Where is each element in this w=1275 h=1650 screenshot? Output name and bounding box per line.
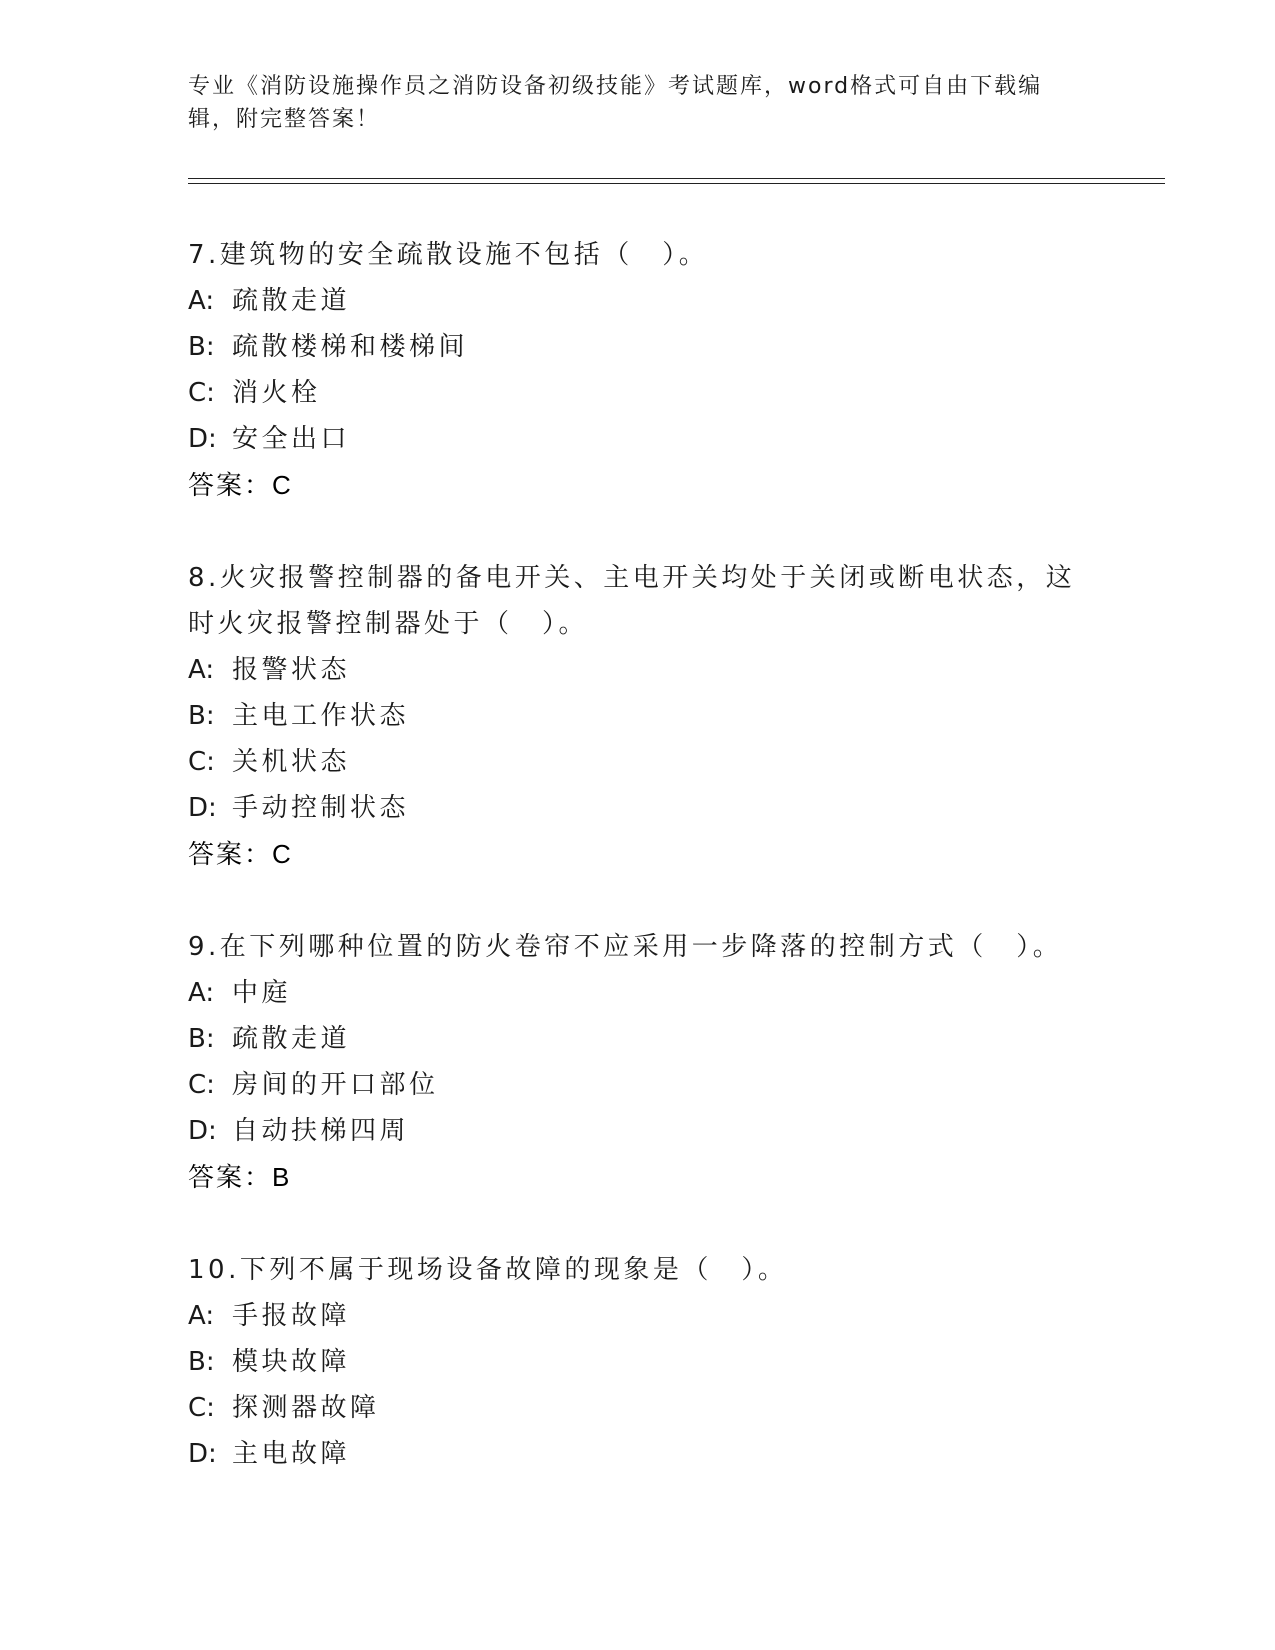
- answer: [188, 462, 1088, 508]
- answer-value: B: [272, 1162, 290, 1192]
- question-10: [188, 1247, 1088, 1477]
- option-b: [188, 324, 1088, 370]
- question-8: [188, 555, 1088, 877]
- option-text: 主电故障: [232, 1439, 351, 1469]
- option-key: A:: [188, 978, 215, 1008]
- answer: [188, 831, 1088, 877]
- option-text: 手动控制状态: [232, 793, 410, 823]
- question-stem: 10.下列不属于现场设备故障的现象是（ ）。: [188, 1255, 788, 1285]
- question-stem: 9.在下列哪种位置的防火卷帘不应采用一步降落的控制方式（ ）。: [188, 932, 1063, 962]
- header-divider-top: [188, 178, 1165, 179]
- option-key: B:: [188, 332, 215, 362]
- option-b: [188, 693, 1088, 739]
- option-b: [188, 1339, 1088, 1385]
- option-d: [188, 1108, 1088, 1154]
- answer-label: 答案：: [188, 471, 273, 501]
- option-text: 模块故障: [232, 1347, 351, 1377]
- option-d: [188, 785, 1088, 831]
- option-text: 手报故障: [232, 1301, 351, 1331]
- option-key: A:: [188, 1301, 215, 1331]
- option-text: 报警状态: [232, 655, 351, 685]
- option-a: [188, 278, 1088, 324]
- option-key: C:: [188, 747, 215, 777]
- answer-label: 答案：: [188, 1163, 273, 1193]
- answer-value: C: [272, 839, 291, 869]
- option-key: B:: [188, 701, 215, 731]
- option-text: 安全出口: [232, 424, 351, 454]
- option-key: C:: [188, 378, 215, 408]
- option-a: [188, 1293, 1088, 1339]
- option-text: 自动扶梯四周: [232, 1116, 410, 1146]
- question-stem: 8.火灾报警控制器的备电开关、主电开关均处于关闭或断电状态，这时火灾报警控制器处于（ ）。: [188, 563, 1076, 639]
- option-text: 关机状态: [232, 747, 351, 777]
- option-text: 房间的开口部位: [232, 1070, 439, 1100]
- option-text: 疏散走道: [232, 286, 351, 316]
- option-text: 疏散楼梯和楼梯间: [232, 332, 469, 362]
- option-key: C:: [188, 1393, 215, 1423]
- option-d: [188, 416, 1088, 462]
- answer: [188, 1154, 1088, 1200]
- option-key: D:: [188, 1439, 217, 1469]
- document-header: 专业《消防设施操作员之消防设备初级技能》考试题库，word格式可自由下载编辑，附完整答案！: [188, 74, 1043, 132]
- option-text: 主电工作状态: [232, 701, 410, 731]
- option-d: [188, 1431, 1088, 1477]
- answer-value: C: [272, 470, 291, 500]
- option-key: A:: [188, 655, 215, 685]
- option-key: B:: [188, 1024, 215, 1054]
- header-divider-bottom: [188, 183, 1165, 184]
- option-text: 中庭: [232, 978, 292, 1008]
- question-7: [188, 232, 1088, 508]
- option-b: [188, 1016, 1088, 1062]
- option-c: [188, 1062, 1088, 1108]
- option-a: [188, 970, 1088, 1016]
- option-key: D:: [188, 424, 217, 454]
- answer-label: 答案：: [188, 840, 273, 870]
- option-a: [188, 647, 1088, 693]
- option-text: 消火栓: [232, 378, 321, 408]
- option-key: B:: [188, 1347, 215, 1377]
- option-key: D:: [188, 793, 217, 823]
- option-text: 疏散走道: [232, 1024, 351, 1054]
- question-9: [188, 924, 1088, 1200]
- question-stem: 7.建筑物的安全疏散设施不包括（ ）。: [188, 240, 709, 270]
- option-text: 探测器故障: [232, 1393, 380, 1423]
- option-c: [188, 370, 1088, 416]
- option-c: [188, 739, 1088, 785]
- option-key: A:: [188, 286, 215, 316]
- option-key: D:: [188, 1116, 217, 1146]
- option-key: C:: [188, 1070, 215, 1100]
- option-c: [188, 1385, 1088, 1431]
